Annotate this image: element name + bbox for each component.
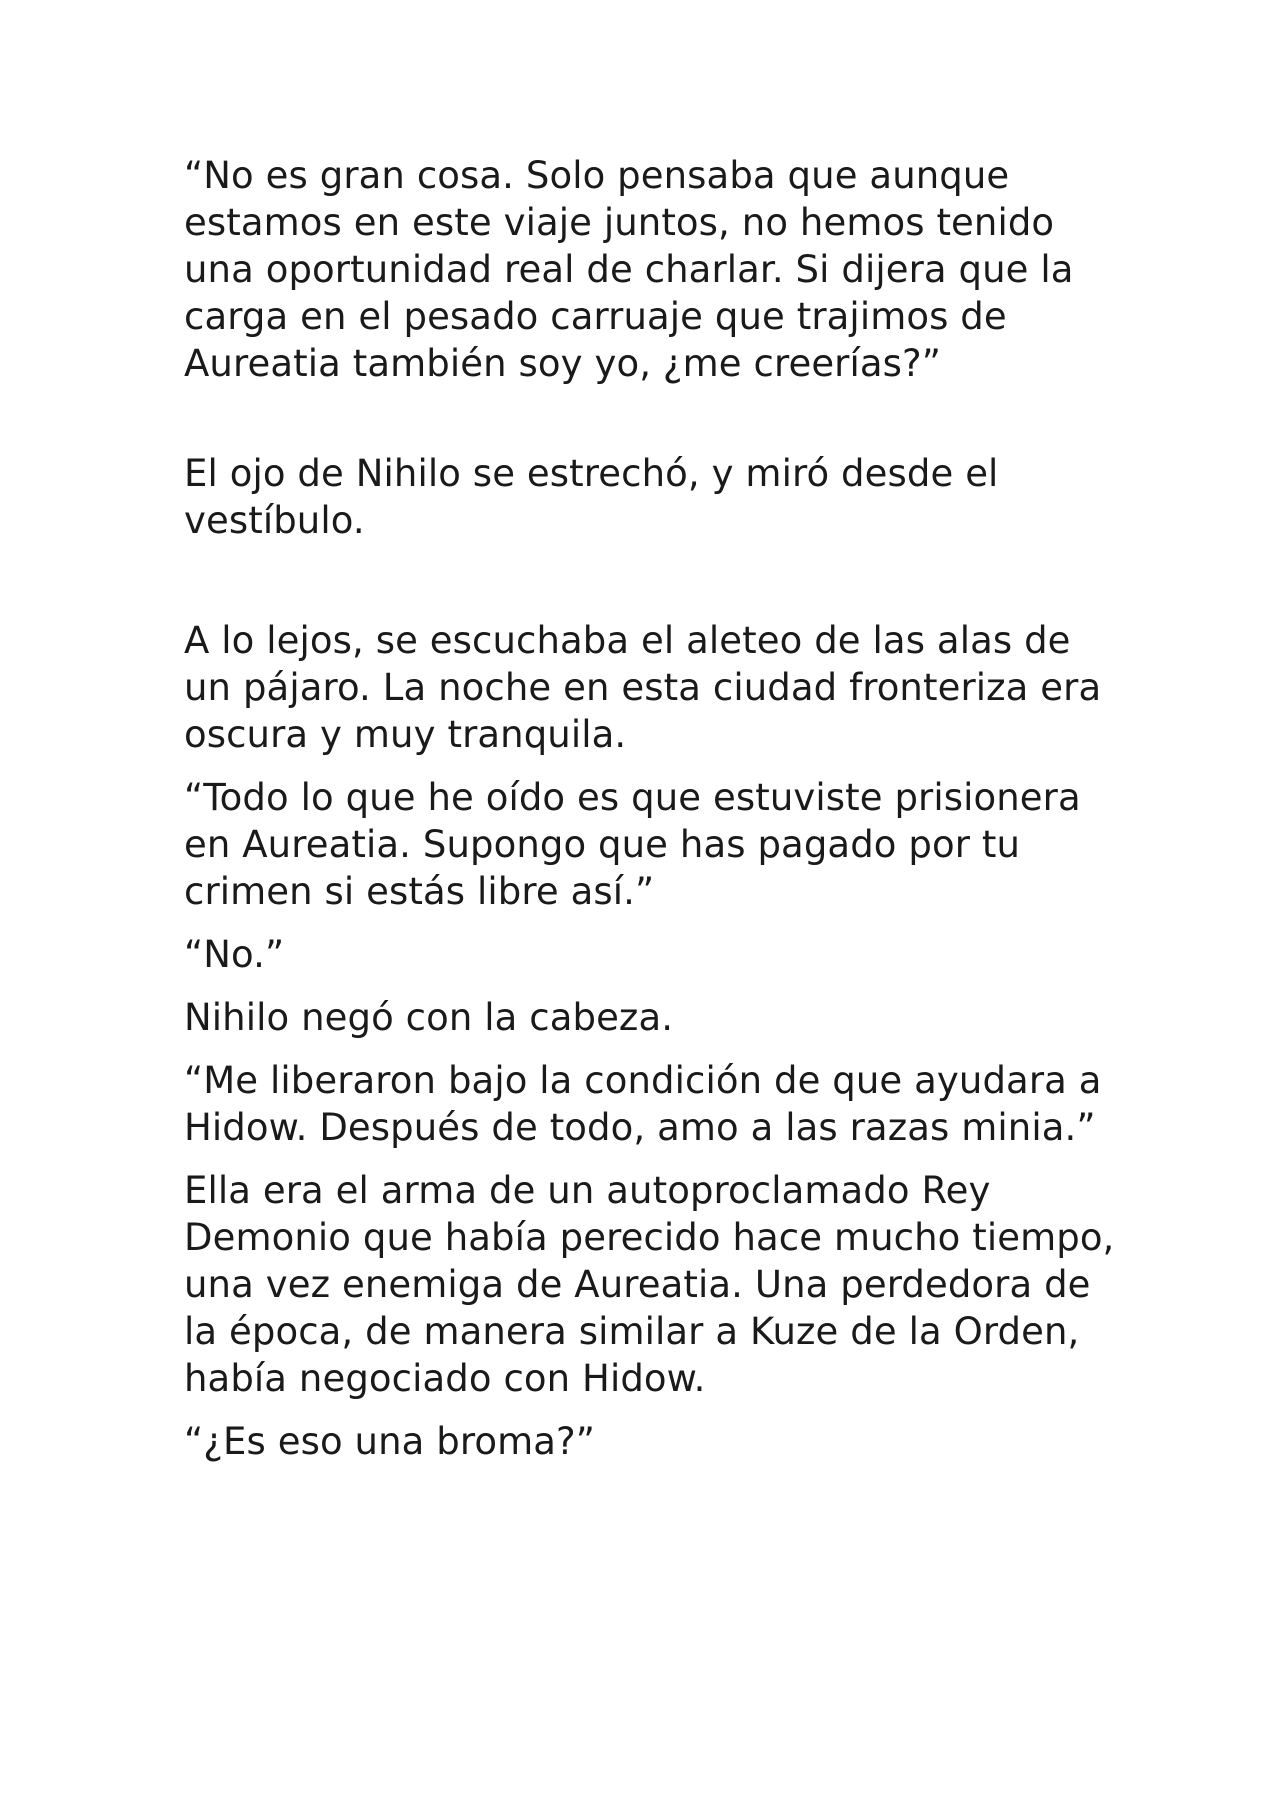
document-body	[184, 152, 1124, 1481]
paragraph-6: Nihilo negó con la cabeza.	[184, 996, 674, 1039]
paragraph-7: “Me liberaron bajo la condición de que ayudara a Hidow. Después de todo, amo a las razas minia.”	[184, 1059, 1102, 1149]
paragraph-1: “No es gran cosa. Solo pensaba que aunque estamos en este viaje juntos, no hemos tenido una oportunidad real de charlar. Si dijera que la carga en el pesado carruaje que trajimos de Aureatia también soy yo, ¿me creerías?”	[184, 154, 1074, 385]
paragraph-9: “¿Es eso una broma?”	[184, 1420, 596, 1463]
paragraph-2: El ojo de Nihilo se estrechó, y miró desde el vestíbulo.	[184, 452, 999, 542]
paragraph-8: Ella era el arma de un autoproclamado Rey Demonio que había perecido hace mucho tiempo, una vez enemiga de Aureatia. Una perdedora de la época, de manera similar a Kuze de la Orden, había negociado con Hidow.	[184, 1169, 1115, 1400]
paragraph-3: A lo lejos, se escuchaba el aleteo de las alas de un pájaro. La noche en esta ciudad fronteriza era oscura y muy tranquila.	[184, 619, 1102, 756]
paragraph-4: “Todo lo que he oído es que estuviste prisionera en Aureatia. Supongo que has pagado por tu crimen si estás libre así.”	[184, 776, 1081, 913]
paragraph-5: “No.”	[184, 933, 285, 976]
